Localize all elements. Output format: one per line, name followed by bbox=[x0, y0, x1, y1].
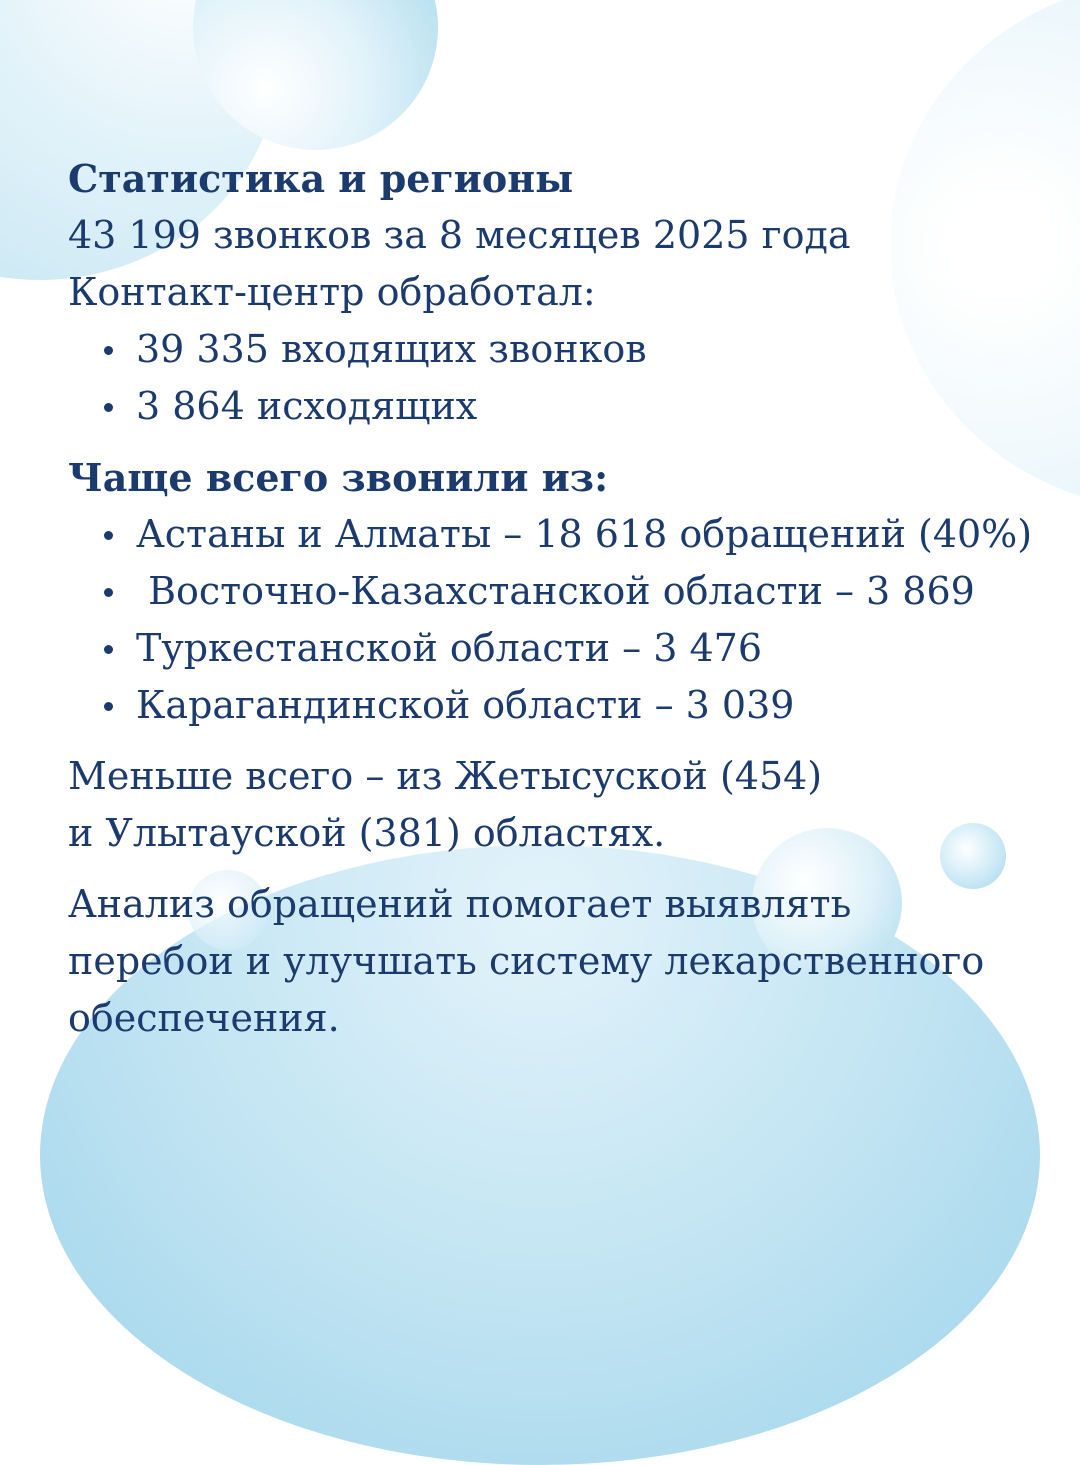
regions-list bbox=[68, 506, 1058, 734]
conclusion-line1: Анализ обращений помогает выявлять bbox=[68, 882, 852, 926]
conclusion-line3: обеспечения. bbox=[68, 996, 340, 1040]
calls-total: 43 199 звонков за 8 месяцев 2025 года bbox=[68, 213, 851, 257]
content-block bbox=[68, 150, 1058, 1047]
calls-list bbox=[68, 321, 1058, 435]
list-item-incoming: 39 335 входящих звонков bbox=[68, 321, 1058, 378]
regions-heading: Чаще всего звонили из: bbox=[68, 455, 609, 500]
least-calls-line1: Меньше всего – из Жетысуской (454) bbox=[68, 754, 823, 798]
list-item-astana-almaty: Астаны и Алматы – 18 618 обращений (40%) bbox=[68, 506, 1058, 563]
list-item-karaganda: Карагандинской области – 3 039 bbox=[68, 677, 1058, 734]
least-calls-line2: и Улытауской (381) областях. bbox=[68, 811, 666, 855]
contact-center-label: Контакт-центр обработал: bbox=[68, 270, 596, 314]
statistics-heading: Статистика и регионы bbox=[68, 156, 574, 201]
list-item-outgoing: 3 864 исходящих bbox=[68, 378, 1058, 435]
list-item-turkestan: Туркестанской области – 3 476 bbox=[68, 620, 1058, 677]
conclusion-line2: перебои и улучшать систему лекарственного bbox=[68, 939, 985, 983]
list-item-east-kazakhstan: Восточно-Казахстанской области – 3 869 bbox=[68, 563, 1058, 620]
